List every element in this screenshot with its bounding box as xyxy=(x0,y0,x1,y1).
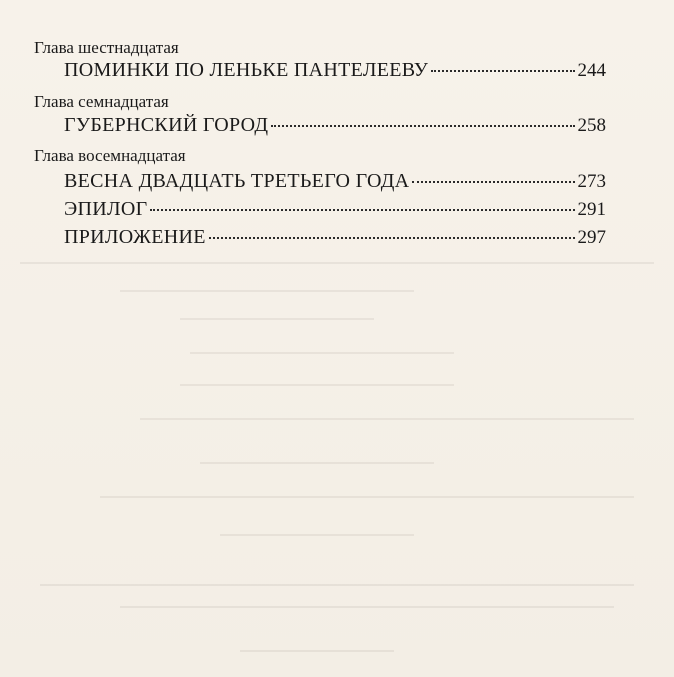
toc-entry xyxy=(64,113,606,138)
bleed-through-line xyxy=(200,462,434,464)
dot-leader xyxy=(150,209,574,211)
bleed-through-line xyxy=(220,534,414,536)
page-number: 291 xyxy=(577,199,606,220)
bleed-through-line xyxy=(140,418,634,420)
toc-entry xyxy=(64,169,606,194)
dot-leader xyxy=(412,181,574,183)
bleed-through-line xyxy=(20,262,654,264)
entry-title: ПОМИНКИ ПО ЛЕНЬКЕ ПАНТЕЛЕЕВУ xyxy=(64,59,429,81)
dot-leader xyxy=(209,237,575,239)
entry-title: ГУБЕРНСКИЙ ГОРОД xyxy=(64,114,269,136)
page-number: 258 xyxy=(577,115,606,136)
chapter-label: Глава восемнадцатая xyxy=(34,146,186,165)
bleed-through-line xyxy=(100,496,634,498)
toc-entry xyxy=(64,225,606,250)
page-number: 244 xyxy=(577,60,606,81)
chapter-label: Глава семнадцатая xyxy=(34,92,169,111)
page-number: 273 xyxy=(577,171,606,192)
entry-title: ЭПИЛОГ xyxy=(64,198,148,220)
toc-entry xyxy=(64,197,606,222)
bleed-through-line xyxy=(120,606,614,608)
dot-leader xyxy=(431,70,574,72)
dot-leader xyxy=(271,125,574,127)
bleed-through-line xyxy=(180,318,374,320)
toc-entry xyxy=(64,58,606,83)
bleed-through-line xyxy=(40,584,634,586)
bleed-through-line xyxy=(120,290,414,292)
entry-title: ПРИЛОЖЕНИЕ xyxy=(64,226,206,248)
entry-title: ВЕСНА ДВАДЦАТЬ ТРЕТЬЕГО ГОДА xyxy=(64,170,410,192)
bleed-through-line xyxy=(180,384,454,386)
page-number: 297 xyxy=(577,227,606,248)
chapter-label: Глава шестнадцатая xyxy=(34,38,179,57)
bleed-through-line xyxy=(240,650,394,652)
bleed-through-line xyxy=(190,352,454,354)
